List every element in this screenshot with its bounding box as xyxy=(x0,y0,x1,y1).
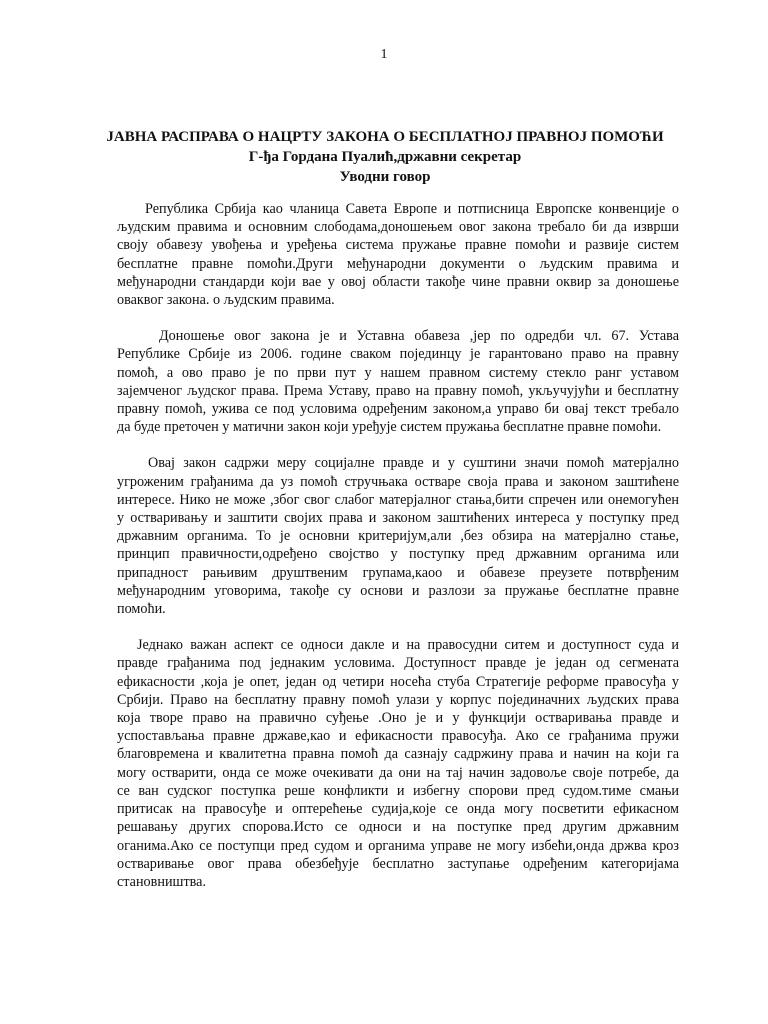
paragraph-line: оганима.Ако се поступци пред судом и органима управе не могу избећи,онда држва кроз xyxy=(117,837,679,854)
paragraph-1 xyxy=(117,200,679,309)
paragraph-line: могу остварити, онда се може очекивати да они на тај начин задовоље своје потребе, да xyxy=(117,764,679,781)
paragraph-line: правну помоћ, ужива се под условима одређеним законом,а управо би овај текст требало xyxy=(117,401,679,418)
heading-block xyxy=(80,127,690,187)
paragraph-line: Србији. Право на бесплатну правну помоћ улази у корпус појединачних људских права xyxy=(117,691,679,708)
paragraph-line: Република Србија као чланица Савета Европе и потписница Европске конвенције о xyxy=(145,201,679,217)
paragraph-4 xyxy=(117,636,679,891)
paragraph-line: помоћи. xyxy=(117,601,166,618)
paragraph-line: бесплатне правне помоћи.Други међународни документи о људским правима и xyxy=(117,255,679,272)
paragraph-line: ефикасности ,која је опет, један од четири носећа стуба Стратегије реформе правосуђа у xyxy=(117,673,679,690)
paragraph-line: Доношење овог закона је и Уставна обавеза ,јер по одредби чл. 67. Устава xyxy=(159,328,679,345)
paragraph-3 xyxy=(117,454,679,618)
paragraph-line: међународним уговорима, такође су основи и разлози за пружање бесплатне правне xyxy=(117,582,679,599)
document-body xyxy=(117,200,679,909)
paragraph-line: која творе право на правично суђење .Оно је и у функцији остваривања правде и xyxy=(117,710,679,727)
speaker-line: Г-ђа Гордана Пуалић,државни секретар xyxy=(248,149,522,165)
paragraph-line: правде грађанима под једнаким условима. Доступност правде је један од сегмената xyxy=(117,655,679,672)
paragraph-line: Републике Србије из 2006. године сваком појединцу је гарантовано право на правну xyxy=(117,346,679,363)
paragraph-line: да буде преточен у матични закон који уређује систем пружања бесплатне правне помоћи. xyxy=(117,419,662,436)
paragraph-line: Овај закон садржи меру социјалне правде и у суштини значи помоћ матерјално xyxy=(148,455,679,472)
paragraph-line: оваквог закона. о људским правима. xyxy=(117,292,335,309)
paragraph-line: благовремена и квалитетна правна помоћ да сазнају садржину права и начин на који га xyxy=(117,746,679,763)
paragraph-line: остваривање овог права обезбеђује бесплатно заступање одређеним категоријама xyxy=(117,855,679,872)
paragraph-line: се ван судског поступка реше конфликти и избегну спорови пред судом.тиме смањи xyxy=(117,782,679,799)
paragraph-line: помоћ, а ово право је по први пут у нашем правном систему стекло ранг уставом xyxy=(117,364,679,381)
paragraph-2 xyxy=(117,327,679,436)
paragraph-line: државним органима. То је основни критеријум,али ,без обзира на матерјално стање, xyxy=(117,528,679,545)
paragraph-line: припадност рањивим друштвеним групама,каоо и обавезе преузете потврђеним xyxy=(117,564,679,581)
paragraph-line: угроженим грађанима да уз помоћ стручњака остваре своја права и законом заштићене xyxy=(117,473,679,490)
paragraph-line: притисак на правосуђе и оптерећење судија,које се онда могу посветити ефикасном xyxy=(117,801,679,818)
paragraph-line: међународни стандарди који вае у овој области такође чине правни оквир за доношење xyxy=(117,273,679,290)
page-number: 1 xyxy=(380,47,388,62)
paragraph-line: зајемченог људског права. Према Уставу, право на правну помоћ, укључујући и бесплатну xyxy=(117,382,679,399)
document-title: ЈАВНА РАСПРАВА О НАЦРТУ ЗАКОНА О БЕСПЛАТНОЈ ПРАВНОЈ ПОМОЋИ xyxy=(106,129,664,145)
paragraph-line: принцип правичности,одређено својство у поступку пред државним органима или xyxy=(117,546,679,563)
section-title: Уводни говор xyxy=(339,169,431,185)
paragraph-line: Једнако важан аспект се односи дакле и на правосудни ситем и доступност суда и xyxy=(137,637,679,654)
paragraph-line: успостављања правне државе,као и ефикасности правосуђа. Ако се грађанима пружи xyxy=(117,728,679,745)
paragraph-line: у остваривању и заштити својих права и законом заштићених интереса у поступку пред xyxy=(117,510,679,527)
paragraph-line: људским правима и основним слободама,доношењем овог закона требало би да изврши xyxy=(117,219,679,236)
paragraph-line: становништва. xyxy=(117,873,207,890)
paragraph-line: интересе. Нико не може ,због свог слабог матерјалног стања,бити спречен или онемогућен xyxy=(117,491,679,508)
paragraph-line: решавању других спорова.Исто се односи и на поступке пред другим државним xyxy=(117,819,679,836)
paragraph-line: своју обавезу увођења и уређења система пружање правне помоћи и развије систем xyxy=(117,237,679,254)
